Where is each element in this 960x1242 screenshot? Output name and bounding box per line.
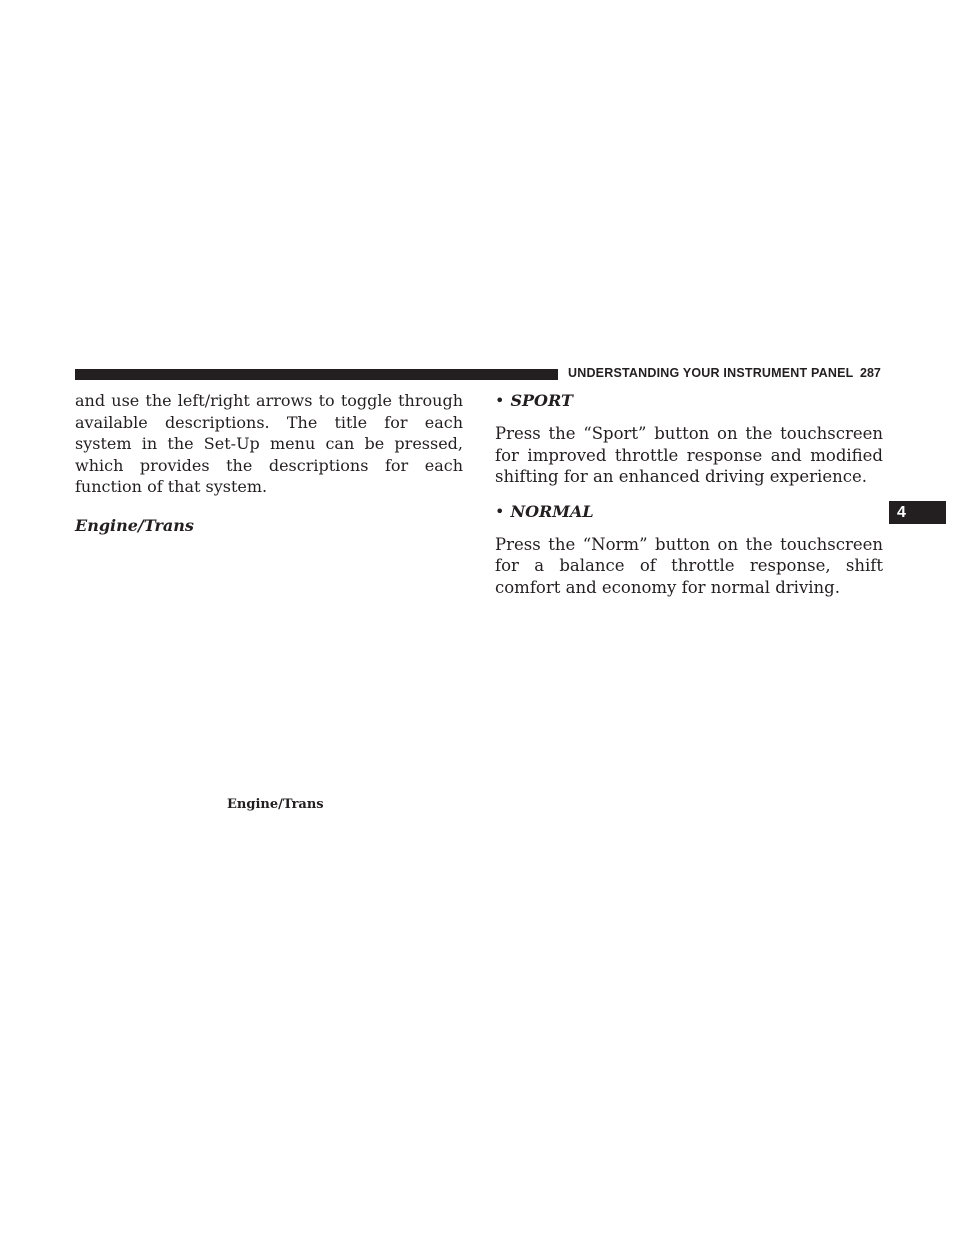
bullet-icon: • (495, 501, 505, 521)
bullet-label: NORMAL (510, 501, 594, 521)
bullet-item-normal (495, 501, 883, 523)
body-paragraph: Press the “Norm” button on the touchscreen for a balance of throttle response, shift comfort and economy for normal driving. (495, 534, 883, 597)
body-paragraph: and use the left/right arrows to toggle through available descriptions. The title for each system in the Set-Up menu can be pressed, which provides the descriptions for each function of that system. (75, 391, 463, 496)
section-heading: Engine/Trans (75, 515, 194, 535)
bullet-label: SPORT (510, 391, 573, 410)
page-number: 287 (860, 366, 881, 380)
right-column (495, 390, 883, 598)
body-paragraph: Press the “Sport” button on the touchscreen for improved throttle response and modified shifting for an enhanced driving experience. (495, 424, 883, 486)
running-header-title: UNDERSTANDING YOUR INSTRUMENT PANEL (568, 366, 854, 380)
chapter-tab: 4 (889, 501, 946, 524)
figure-caption: Engine/Trans (227, 797, 324, 812)
header-rule (75, 369, 558, 380)
bullet-item-sport (495, 390, 883, 412)
left-column (75, 390, 463, 537)
bullet-icon: • (495, 391, 505, 410)
